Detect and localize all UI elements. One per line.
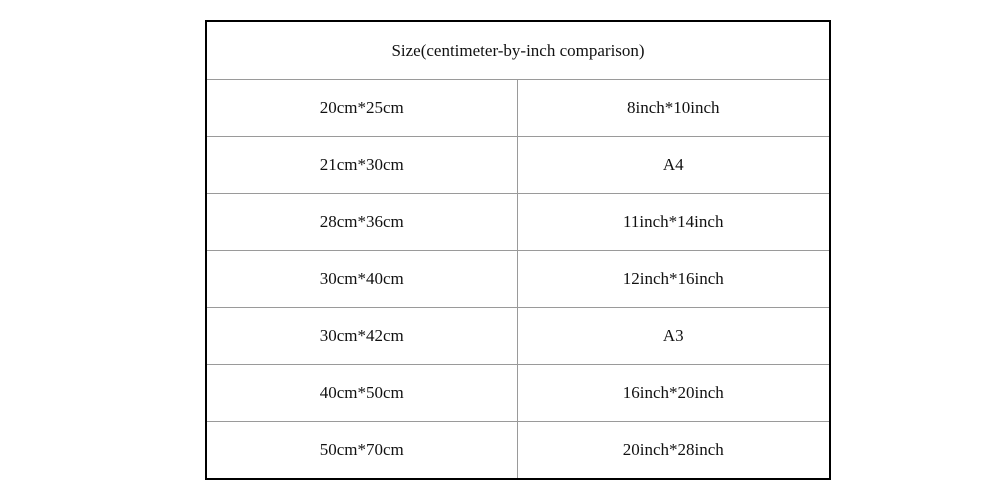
table-row bbox=[206, 308, 830, 365]
table-header-row bbox=[206, 21, 830, 80]
table-row bbox=[206, 80, 830, 137]
inch-size-cell: 16inch*20inch bbox=[517, 365, 830, 422]
inch-size-cell: A3 bbox=[517, 308, 830, 365]
cm-size-cell: 20cm*25cm bbox=[206, 80, 517, 137]
cm-size-cell: 50cm*70cm bbox=[206, 422, 517, 480]
inch-size-cell: A4 bbox=[517, 137, 830, 194]
cm-size-cell: 40cm*50cm bbox=[206, 365, 517, 422]
table-row bbox=[206, 194, 830, 251]
table-row bbox=[206, 422, 830, 480]
table-title: Size(centimeter-by-inch comparison) bbox=[206, 21, 830, 80]
table-row bbox=[206, 251, 830, 308]
inch-size-cell: 11inch*14inch bbox=[517, 194, 830, 251]
cm-size-cell: 21cm*30cm bbox=[206, 137, 517, 194]
inch-size-cell: 12inch*16inch bbox=[517, 251, 830, 308]
cm-size-cell: 30cm*42cm bbox=[206, 308, 517, 365]
size-comparison-table bbox=[205, 20, 831, 480]
inch-size-cell: 20inch*28inch bbox=[517, 422, 830, 480]
table-row bbox=[206, 365, 830, 422]
inch-size-cell: 8inch*10inch bbox=[517, 80, 830, 137]
cm-size-cell: 28cm*36cm bbox=[206, 194, 517, 251]
table-row bbox=[206, 137, 830, 194]
cm-size-cell: 30cm*40cm bbox=[206, 251, 517, 308]
